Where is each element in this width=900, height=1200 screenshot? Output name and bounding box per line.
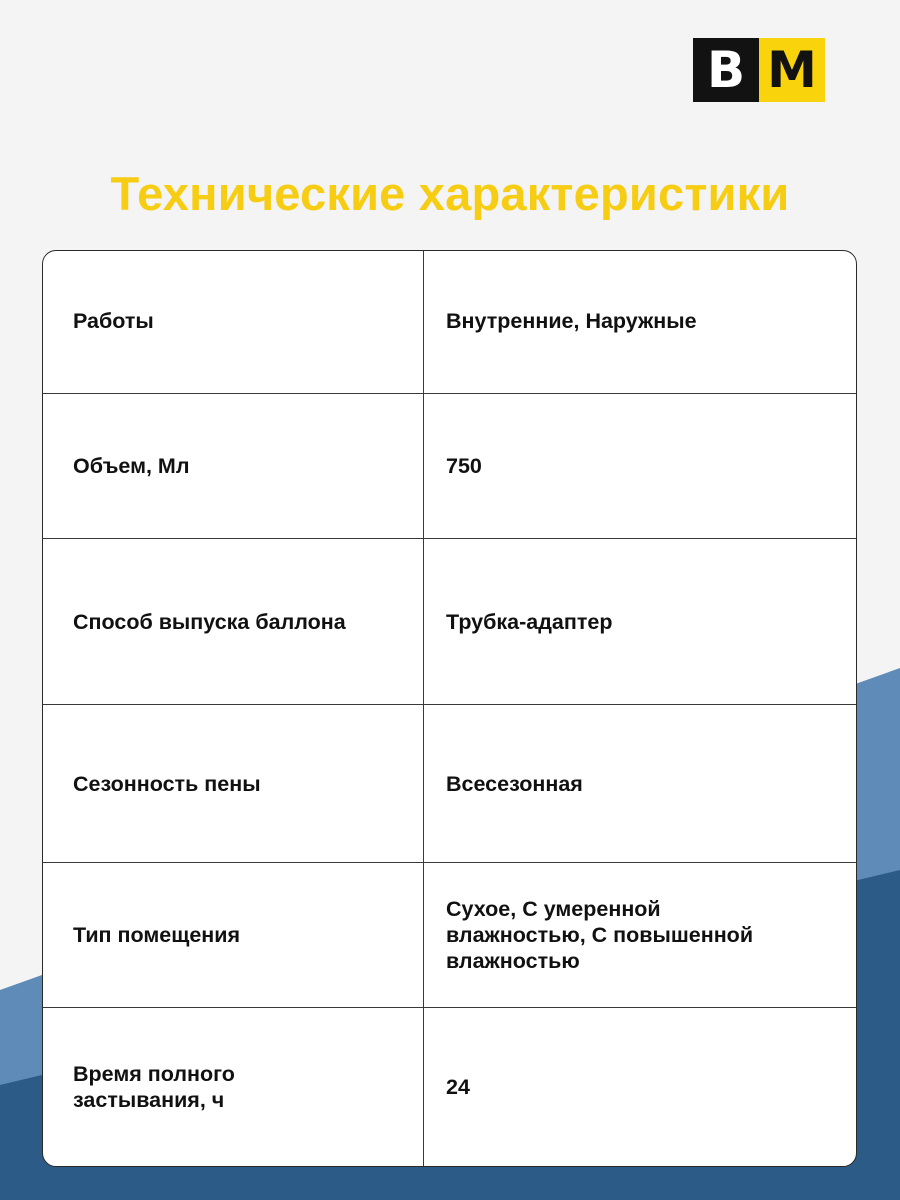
specs-table	[42, 250, 857, 1167]
logo-letter-b: B	[693, 38, 759, 102]
spec-label: Работы	[73, 309, 154, 333]
spec-row-work-type	[43, 251, 856, 394]
spec-value: Внутренние, Наружные	[446, 309, 697, 333]
spec-label: Объем, Мл	[73, 454, 190, 478]
spec-value: Сухое, С умеренной влажностью, С повышенной влажностью	[446, 897, 754, 973]
page-title: Технические характеристики	[110, 167, 790, 220]
spec-label: Время полного застывания, ч	[73, 1062, 235, 1112]
spec-row-cure-time	[43, 1008, 856, 1166]
spec-row-room-type	[43, 863, 856, 1008]
logo-letter-m: M	[759, 38, 825, 102]
spec-value: Трубка-адаптер	[446, 609, 613, 634]
spec-value: Всесезонная	[446, 771, 583, 796]
spec-value: 24	[446, 1075, 470, 1099]
spec-row-volume	[43, 394, 856, 539]
spec-label: Способ выпуска баллона	[73, 609, 346, 634]
spec-row-dispense-method	[43, 539, 856, 705]
spec-label: Тип помещения	[73, 923, 241, 947]
spec-label: Сезонность пены	[73, 771, 261, 796]
brand-logo	[693, 38, 825, 102]
spec-value: 750	[446, 454, 482, 478]
spec-row-seasonality	[43, 705, 856, 863]
